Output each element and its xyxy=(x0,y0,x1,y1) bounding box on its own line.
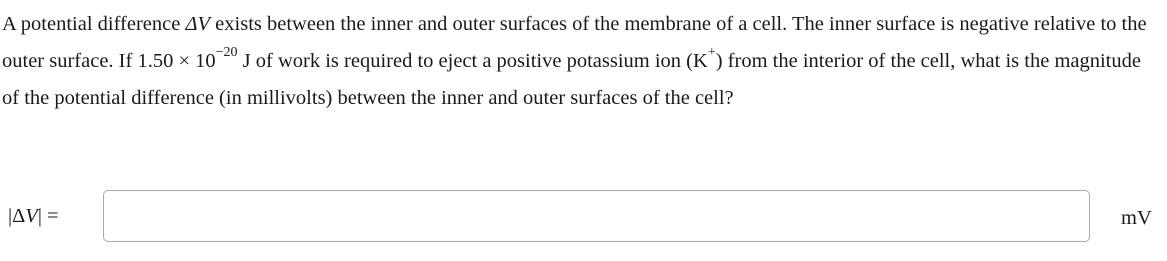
answer-input[interactable] xyxy=(103,190,1090,242)
unit-label: mV xyxy=(1121,207,1152,229)
question-part-3: J of work is required to eject a positive potassium ion (K xyxy=(237,50,708,72)
question-text xyxy=(2,6,1162,117)
answer-label-var: V xyxy=(25,205,38,227)
question-part-2: exists between the inner and outer surfaces of the membrane of a cell. The inner surface is negative relative to the outer surface. If 1.50 × 10 xyxy=(2,13,1147,72)
answer-label-open: |Δ xyxy=(8,205,26,227)
answer-label-close: | = xyxy=(37,205,59,227)
question-part-4: ) from the interior of the cell, what is the magnitude of the potential difference (in millivolts) between the inner and outer surfaces of the cell? xyxy=(2,50,1141,109)
delta-v-symbol: ΔV xyxy=(185,13,211,35)
question-part-1: A potential difference xyxy=(2,13,186,35)
work-exponent: −20 xyxy=(215,45,238,61)
answer-label xyxy=(8,201,59,231)
ion-charge: + xyxy=(707,45,716,61)
